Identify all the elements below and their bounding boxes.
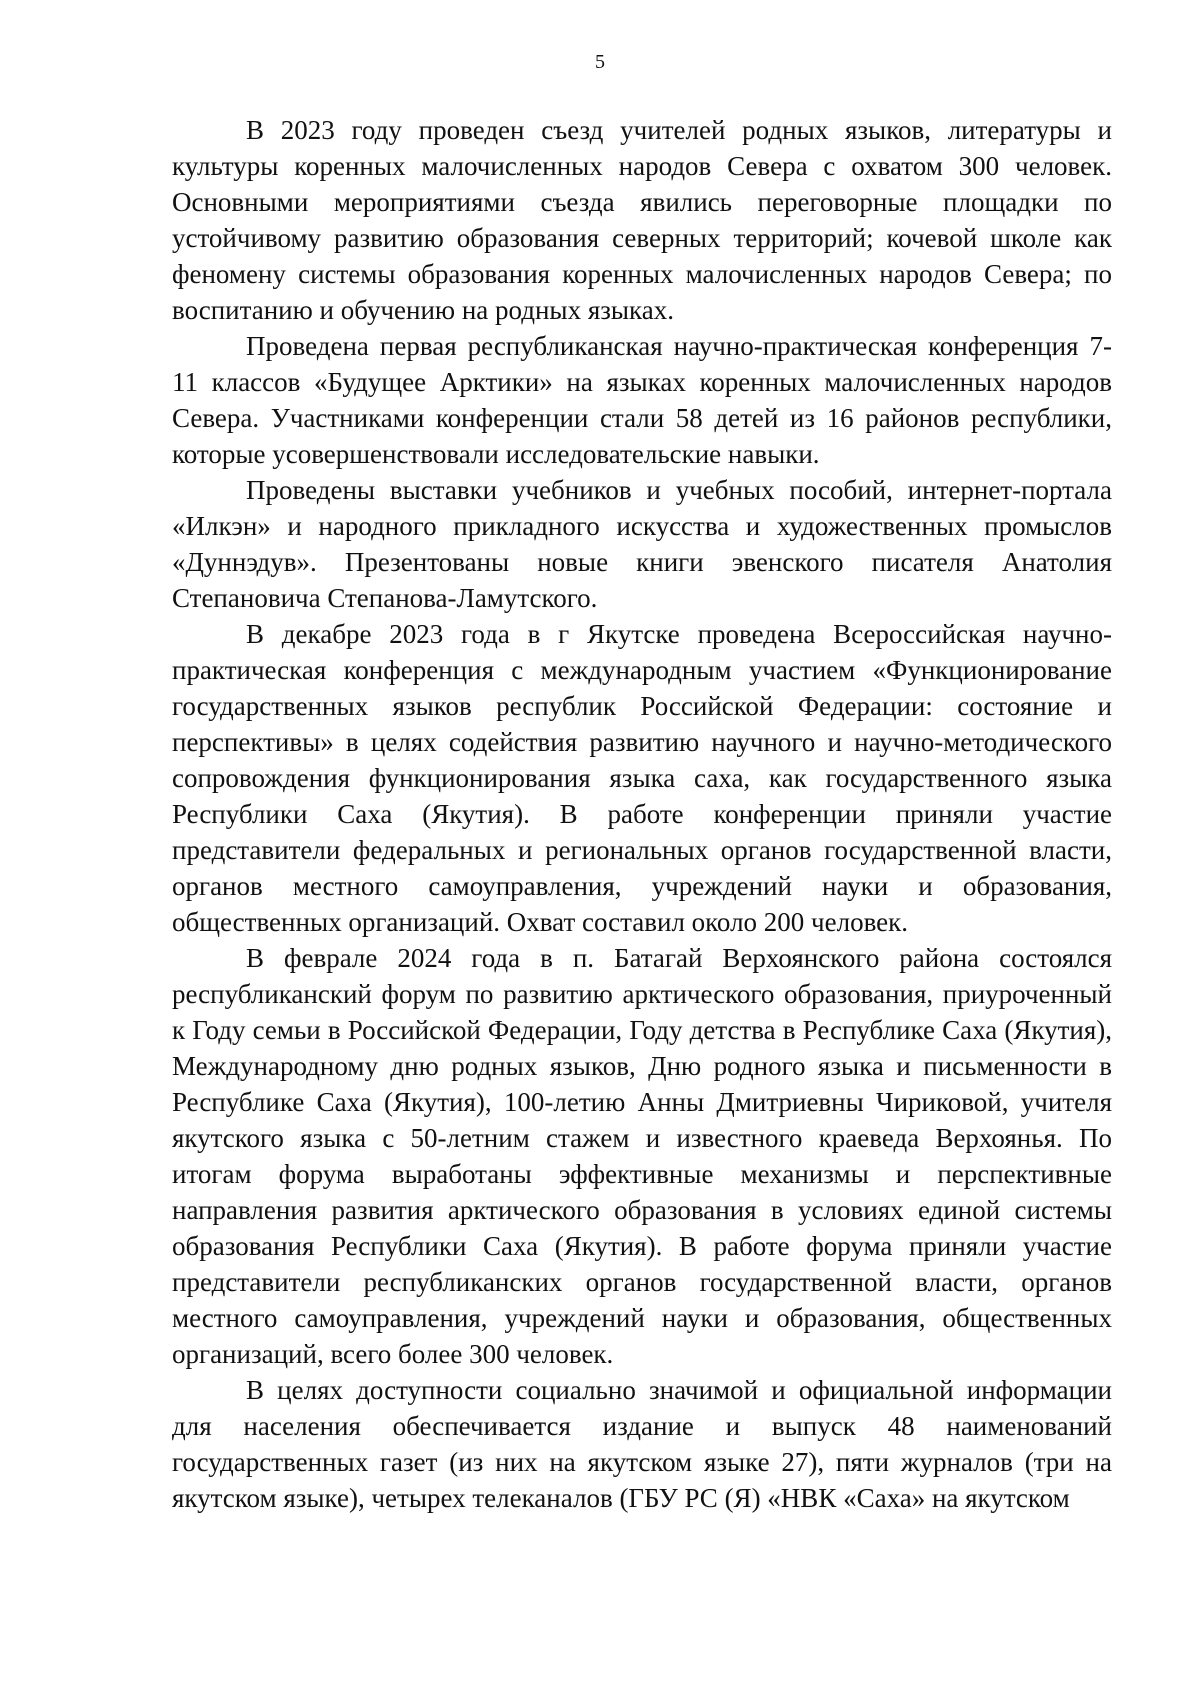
page-number: 5 [595,51,605,73]
paragraph-exhibitions: Проведены выставки учебников и учебных пособий, интернет-портала «Илкэн» и народного прикладного искусства и художественных промыслов «Дуннэдув». Презентованы новые книги эвенского писателя Анатолия Степановича Степанова-Ламутского. [172,475,1112,613]
paragraph-teachers-congress: В 2023 году проведен съезд учителей родных языков, литературы и культуры коренных малочисленных народов Севера с охватом 300 человек. Основными мероприятиями съезда явились переговорные площадки по устойчивому развитию образования северных территорий; кочевой школе как феномену системы образования коренных малочисленных народов Севера; по воспитанию и обучению на родных языках. [172,115,1112,325]
paragraph-arctic-conference: Проведена первая республиканская научно-практическая конференция 7-11 классов «Будущее Арктики» на языках коренных малочисленных народов Севера. Участниками конференции стали 58 детей из 16 районов республики, которые усовершенствовали исследовательские навыки. [172,331,1112,469]
paragraph-media-publications: В целях доступности социально значимой и официальной информации для населения обеспечивается издание и выпуск 48 наименований государственных газет (из них на якутском языке 27), пяти журналов (три на якутском языке), четырех телеканалов (ГБУ РС (Я) «НВК «Саха» на якутском [172,1375,1112,1513]
document-body [172,112,1112,1516]
paragraph-batagai-forum: В феврале 2024 года в п. Батагай Верхоянского района состоялся республиканский форум по развитию арктического образования, приуроченный к Году семьи в Российской Федерации, Году детства в Республике Саха (Якутия), Международному дню родных языков, Дню родного языка и письменности в Республике Саха (Якутия), 100-летию Анны Дмитриевны Чириковой, учителя якутского языка с 50-летним стажем и известного краеведа Верхоянья. По итогам форума выработаны эффективные механизмы и перспективные направления развития арктического образования в условиях единой системы образования Республики Саха (Якутия). В работе форума приняли участие представители республиканских органов государственной власти, органов местного самоуправления, учреждений науки и образования, общественных организаций, всего более 300 человек. [172,943,1112,1369]
paragraph-state-languages-conference: В декабре 2023 года в г Якутске проведена Всероссийская научно-практическая конференция с международным участием «Функционирование государственных языков республик Российской Федерации: состояние и перспективы» в целях содействия развитию научного и научно-методического сопровождения функционирования языка саха, как государственного языка Республики Саха (Якутия). В работе конференции приняли участие представители федеральных и региональных органов государственной власти, органов местного самоуправления, учреждений науки и образования, общественных организаций. Охват составил около 200 человек. [172,619,1112,937]
